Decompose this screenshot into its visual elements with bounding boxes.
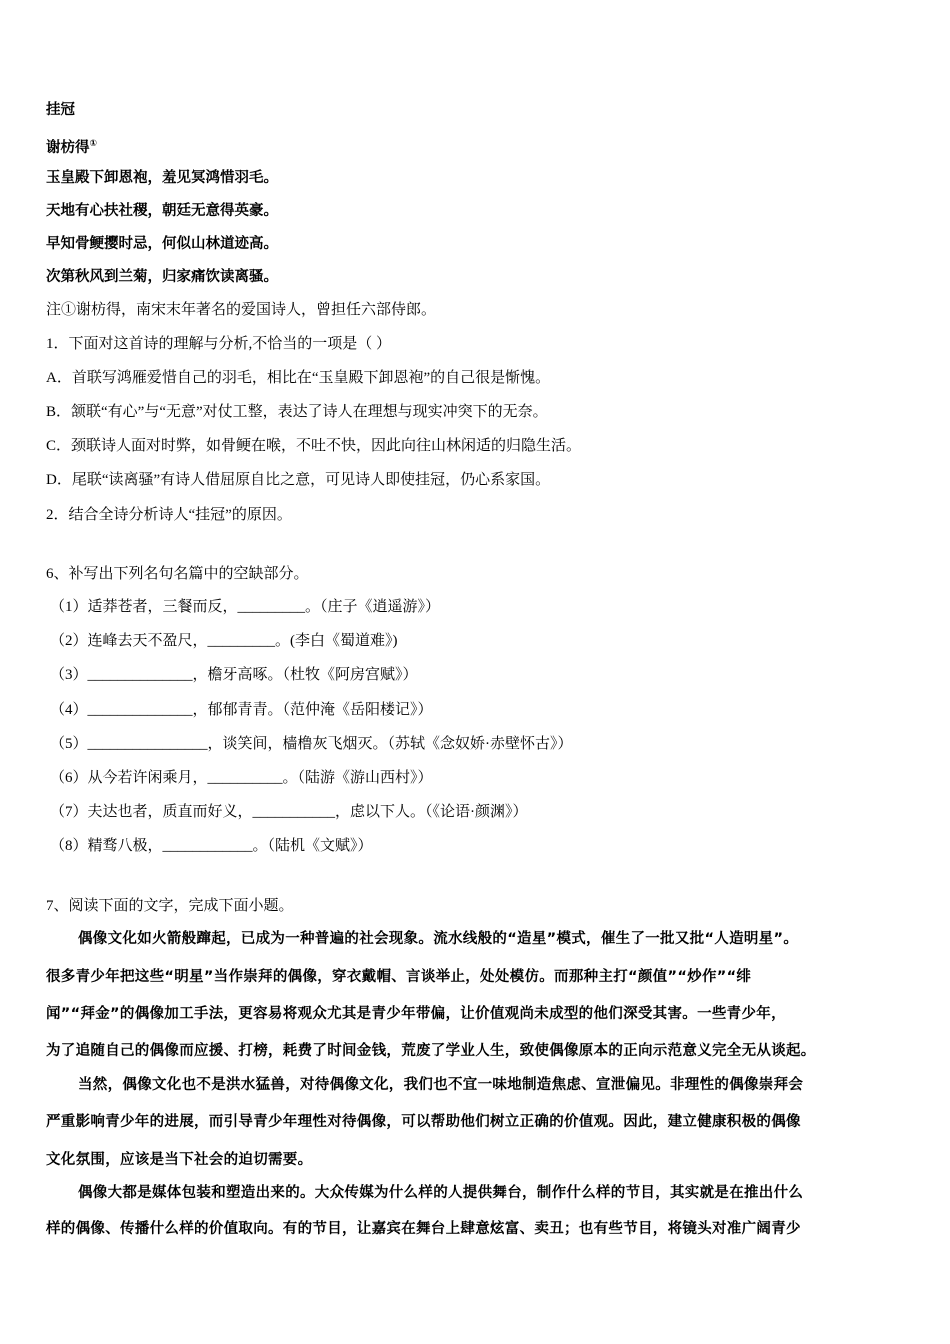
question-6-item-6: （6）从今若许闲乘月，__________。（陆游《游山西村》） xyxy=(50,770,433,786)
passage-line-4: 为了追随自己的偶像而应援、打榜，耗费了时间金钱，荒废了学业人生，致使偶像原本的正向示范意义完全无从谈起。 xyxy=(46,1043,816,1059)
question-6-item-7: （7）夫达也者，质直而好义，___________，虑以下人。（《论语·颜渊》） xyxy=(50,804,528,820)
question-6-stem: 6、补写出下列名句名篇中的空缺部分。 xyxy=(46,566,309,582)
poem-line-1: 玉皇殿下卸恩袍，羞见冥鸿惜羽毛。 xyxy=(46,170,278,186)
passage-line-6: 严重影响青少年的进展，而引导青少年理性对待偶像，可以帮助他们树立正确的价值观。因此，建立健康积极的偶像 xyxy=(46,1114,801,1130)
passage-line-8: 偶像大都是媒体包装和塑造出来的。大众传媒为什么样的人提供舞台，制作什么样的节目，其实就是在推出什么 xyxy=(78,1185,804,1201)
question-1-option-d: D．尾联“读离骚”有诗人借屈原自比之意，可见诗人即使挂冠，仍心系家国。 xyxy=(46,472,551,488)
passage-line-1: 偶像文化如火箭般蹿起，已成为一种普遍的社会现象。流水线般的“造星”模式，催生了一批又批“人造明星”。 xyxy=(78,931,799,947)
passage-line-5: 当然，偶像文化也不是洪水猛兽，对待偶像文化，我们也不宜一味地制造焦虑、宣泄偏见。非理性的偶像崇拜会 xyxy=(78,1077,804,1093)
question-1-option-a: A．首联写鸿雁爱惜自己的羽毛，相比在“玉皇殿下卸恩袍”的自己很是惭愧。 xyxy=(46,370,551,386)
question-2-stem: 2．结合全诗分析诗人“挂冠”的原因。 xyxy=(46,507,292,523)
question-6-item-1: （1）适莽苍者，三餐而反，_________。（庄子《逍遥游》） xyxy=(50,599,441,615)
poem-title: 挂冠 xyxy=(46,102,75,118)
poem-author xyxy=(46,134,97,158)
question-1-option-c: C．颈联诗人面对时弊，如骨鲠在喉，不吐不快，因此向往山林闲适的归隐生活。 xyxy=(46,438,582,454)
question-6-item-4: （4）______________，郁郁青青。（范仲淹《岳阳楼记》） xyxy=(50,702,433,718)
question-7-stem: 7、阅读下面的文字，完成下面小题。 xyxy=(46,898,294,914)
question-6-item-5: （5）________________，谈笑间，樯橹灰飞烟灭。（苏轼《念奴娇·赤壁怀古》） xyxy=(50,736,573,752)
poem-line-4: 次第秋风到兰菊，归家痛饮读离骚。 xyxy=(46,269,278,285)
question-1-option-b: B．颔联“有心”与“无意”对仗工整，表达了诗人在理想与现实冲突下的无奈。 xyxy=(46,404,548,420)
passage-line-7: 文化氛围，应该是当下社会的迫切需要。 xyxy=(46,1152,313,1168)
poem-author-note-mark: ① xyxy=(89,139,98,149)
poem-author-name: 谢枋得 xyxy=(46,139,90,156)
question-1-stem: 1．下面对这首诗的理解与分析,不恰当的一项是（ ） xyxy=(46,336,392,352)
passage-line-3: 闻”“拜金”的偶像加工手法，更容易将观众尤其是青少年带偏，让价值观尚未成型的他们深受其害。一些青少年， xyxy=(46,1006,786,1022)
poem-line-2: 天地有心扶社稷，朝廷无意得英豪。 xyxy=(46,203,278,219)
question-6-item-8: （8）精骛八极，____________。（陆机《文赋》） xyxy=(50,838,373,854)
question-6-item-2: （2）连峰去天不盈尺，_________。(李白《蜀道难》) xyxy=(50,633,398,649)
passage-line-9: 样的偶像、传播什么样的价值取向。有的节目，让嘉宾在舞台上肆意炫富、卖丑；也有些节目，将镜头对准广阔青少 xyxy=(46,1221,801,1237)
poem-line-3: 早知骨鲠撄时忌，何似山林道迹高。 xyxy=(46,236,278,252)
poem-note: 注①谢枋得，南宋末年著名的爱国诗人，曾担任六部侍郎。 xyxy=(46,302,437,318)
passage-line-2: 很多青少年把这些“明星”当作崇拜的偶像，穿衣戴帽、言谈举止，处处模仿。而那种主打“颜值”“炒作”“绯 xyxy=(46,969,752,985)
question-6-item-3: （3）______________，檐牙高啄。（杜牧《阿房宫赋》） xyxy=(50,667,418,683)
